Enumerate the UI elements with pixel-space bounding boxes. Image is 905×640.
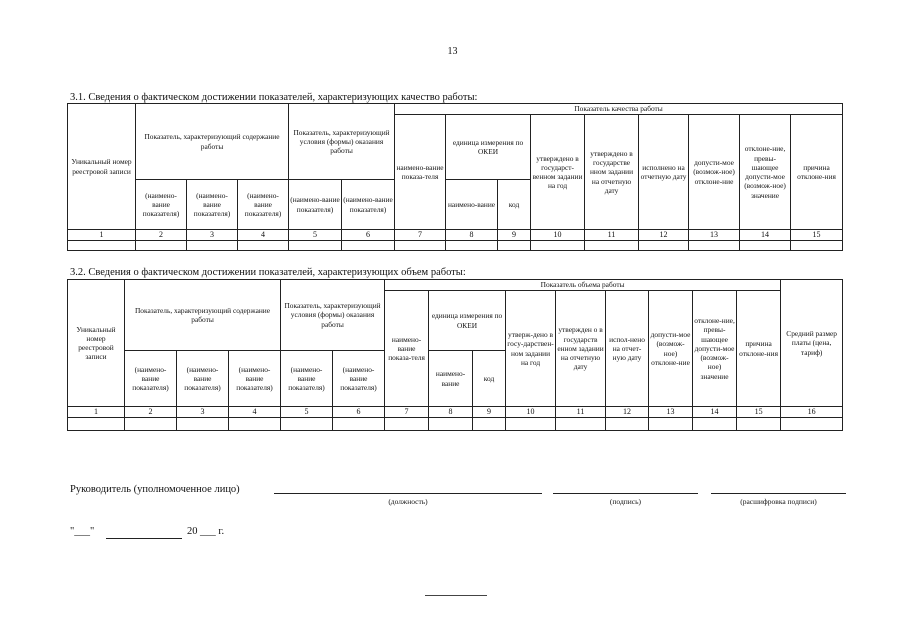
- data-cell: [68, 418, 125, 431]
- table-row: [68, 241, 843, 251]
- sub-indicator-name: (наимено-вание показателя): [289, 180, 342, 230]
- column-number: 16: [781, 407, 843, 418]
- decoding-caption: (расшифровка подписи): [740, 497, 817, 506]
- unique-record-header: Уникальный номер реестровой записи: [68, 280, 125, 407]
- data-cell: [649, 418, 693, 431]
- approved-report-header: утверждено в государстве нном задании на отчетную дату: [585, 115, 639, 230]
- section1-title: 3.1. Сведения о фактическом достижении показателей, характеризующих качество работы:: [70, 92, 478, 103]
- data-cell: [639, 241, 689, 251]
- deviation-reason-header: причина отклоне-ния: [791, 115, 843, 230]
- unit-name-header: наимено-вание: [446, 180, 498, 230]
- column-number: 4: [238, 230, 289, 241]
- data-cell: [289, 241, 342, 251]
- data-cell: [556, 418, 606, 431]
- signature-caption: (подпись): [609, 497, 642, 506]
- excess-deviation-header: отклоне-ние, превы-шающее допусти-мое (возмож-ное) значение: [693, 291, 737, 407]
- column-number: 11: [556, 407, 606, 418]
- column-number: 8: [429, 407, 473, 418]
- data-cell: [689, 241, 740, 251]
- table-row: [68, 418, 843, 431]
- date-year-suffix: ___ г.: [200, 526, 225, 537]
- data-cell: [125, 418, 177, 431]
- executed-header: испол-нено на отчет-ную дату: [606, 291, 649, 407]
- data-cell: [446, 241, 498, 251]
- data-cell: [333, 418, 385, 431]
- column-number: 9: [473, 407, 506, 418]
- excess-deviation-header: отклоне-ние, превы-шающее допусти-мое (возмож-ное) значение: [740, 115, 791, 230]
- column-number: 13: [649, 407, 693, 418]
- column-number: 14: [693, 407, 737, 418]
- signature-line: [553, 493, 698, 494]
- date-day: "___": [70, 526, 95, 537]
- column-number: 2: [125, 407, 177, 418]
- column-number: 7: [395, 230, 446, 241]
- data-cell: [781, 418, 843, 431]
- column-number: 15: [791, 230, 843, 241]
- data-cell: [342, 241, 395, 251]
- column-number: 15: [737, 407, 781, 418]
- unit-code-header: код: [473, 351, 506, 407]
- content-indicator-header: Показатель, характеризующий содержание работы: [136, 104, 289, 180]
- content-indicator-header: Показатель, характеризующий содержание работы: [125, 280, 281, 351]
- executed-header: исполнено на отчетную дату: [639, 115, 689, 230]
- data-cell: [693, 418, 737, 431]
- column-number: 4: [229, 407, 281, 418]
- data-cell: [229, 418, 281, 431]
- volume-indicator-group-header: Показатель объема работы: [385, 280, 781, 291]
- sub-indicator-name: (наимено-вание показателя): [125, 351, 177, 407]
- data-cell: [395, 241, 446, 251]
- sub-indicator-name: (наимено-вание показателя): [229, 351, 281, 407]
- column-number: 10: [506, 407, 556, 418]
- column-number: 12: [639, 230, 689, 241]
- unit-okei-header: единица измерения по ОКЕИ: [446, 115, 531, 180]
- column-number: 2: [136, 230, 187, 241]
- sub-indicator-name: (наимено-вание показателя): [333, 351, 385, 407]
- column-number: 3: [187, 230, 238, 241]
- conditions-indicator-header: Показатель, характеризующий условия (формы) оказания работы: [289, 104, 395, 180]
- indicator-name-header: наимено-вание показа-теля: [395, 115, 446, 230]
- column-number: 6: [333, 407, 385, 418]
- data-cell: [136, 241, 187, 251]
- volume-table: [67, 279, 843, 431]
- avg-fee-header: Средний размер платы (цена, тариф): [781, 280, 843, 407]
- quality-indicator-group-header: Показатель качества работы: [395, 104, 843, 115]
- deviation-reason-header: причина отклоне-ния: [737, 291, 781, 407]
- data-cell: [68, 241, 136, 251]
- sub-indicator-name: (наимено-вание показателя): [187, 180, 238, 230]
- column-number: 1: [68, 230, 136, 241]
- data-cell: [737, 418, 781, 431]
- column-number: 9: [498, 230, 531, 241]
- column-number: 12: [606, 407, 649, 418]
- column-number: 10: [531, 230, 585, 241]
- date-year-prefix: 20: [187, 526, 198, 537]
- data-cell: [429, 418, 473, 431]
- page-number: 13: [447, 46, 458, 57]
- unique-record-header: Уникальный номер реестровой записи: [68, 104, 136, 230]
- data-cell: [177, 418, 229, 431]
- column-number: 1: [68, 407, 125, 418]
- data-cell: [498, 241, 531, 251]
- sub-indicator-name: (наимено-вание показателя): [238, 180, 289, 230]
- data-cell: [473, 418, 506, 431]
- data-cell: [740, 241, 791, 251]
- column-number: 7: [385, 407, 429, 418]
- data-cell: [791, 241, 843, 251]
- data-cell: [606, 418, 649, 431]
- allowed-deviation-header: допусти-мое (возмож-ное) отклоне-ние: [649, 291, 693, 407]
- column-number: 3: [177, 407, 229, 418]
- data-cell: [238, 241, 289, 251]
- unit-okei-header: единица измерения по ОКЕИ: [429, 291, 506, 351]
- column-number: 13: [689, 230, 740, 241]
- sub-indicator-name: (наимено-вание показателя): [136, 180, 187, 230]
- data-cell: [385, 418, 429, 431]
- unit-name-header: наимено-вание: [429, 351, 473, 407]
- allowed-deviation-header: допусти-мое (возмож-ное) отклоне-ние: [689, 115, 740, 230]
- head-signature-label: Руководитель (уполномоченное лицо): [70, 484, 240, 495]
- column-number: 8: [446, 230, 498, 241]
- quality-table: [67, 103, 843, 251]
- date-month-line: [106, 538, 182, 539]
- indicator-name-header: наимено-вание показа-теля: [385, 291, 429, 407]
- column-number: 5: [289, 230, 342, 241]
- footer-separator: [425, 595, 487, 596]
- data-cell: [531, 241, 585, 251]
- data-cell: [585, 241, 639, 251]
- data-cell: [281, 418, 333, 431]
- sub-indicator-name: (наимено-вание показателя): [281, 351, 333, 407]
- decoding-line: [711, 493, 846, 494]
- sub-indicator-name: (наимено-вание показателя): [177, 351, 229, 407]
- data-cell: [506, 418, 556, 431]
- unit-code-header: код: [498, 180, 531, 230]
- conditions-indicator-header: Показатель, характеризующий условия (формы) оказания работы: [281, 280, 385, 351]
- position-caption: (должность): [388, 497, 428, 506]
- column-number: 6: [342, 230, 395, 241]
- position-line: [274, 493, 542, 494]
- column-number: 14: [740, 230, 791, 241]
- approved-year-header: утверждено в государст-венном задании на год: [531, 115, 585, 230]
- column-number: 11: [585, 230, 639, 241]
- approved-report-header: утвержден о в государств енном задании на отчетную дату: [556, 291, 606, 407]
- section2-title: 3.2. Сведения о фактическом достижении показателей, характеризующих объем работы:: [70, 267, 466, 278]
- sub-indicator-name: (наимено-вание показателя): [342, 180, 395, 230]
- approved-year-header: утверж-дено в госу-дарствен-ном задании на год: [506, 291, 556, 407]
- data-cell: [187, 241, 238, 251]
- column-number: 5: [281, 407, 333, 418]
